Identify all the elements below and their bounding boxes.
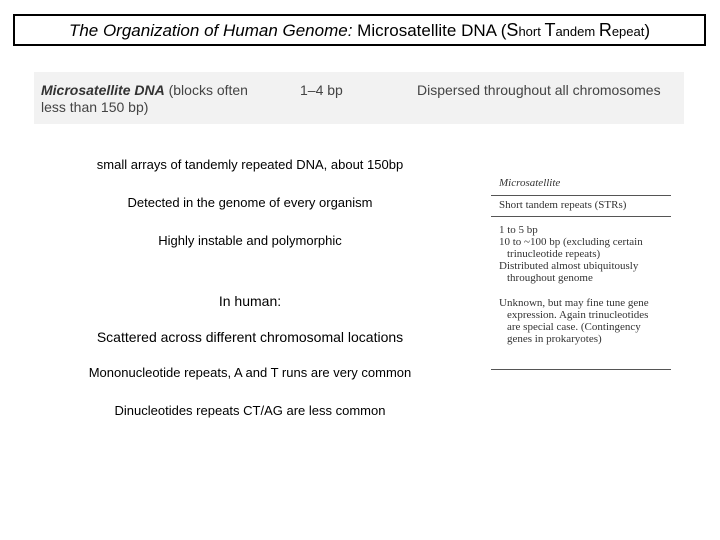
bullet-2: Detected in the genome of every organism: [127, 195, 373, 210]
microsatellite-info-box: [488, 170, 673, 375]
title-r-rest: epeat: [611, 24, 645, 39]
box-line-9: are special case. (Contingency: [507, 321, 641, 333]
box-divider-mid: [491, 216, 671, 217]
title-t-rest: andem: [555, 24, 599, 39]
box-line-7: Unknown, but may fine tune gene: [499, 297, 649, 309]
box-line-5: Distributed almost ubiquitously: [499, 260, 639, 272]
box-line-3: 10 to ~100 bp (excluding certain: [499, 236, 643, 248]
table-name-rest: (blocks often: [164, 82, 248, 98]
title-t-cap: T: [544, 20, 556, 40]
box-line-2: 1 to 5 bp: [499, 224, 538, 236]
box-line-4: trinucleotide repeats): [507, 248, 601, 260]
box-line-6: throughout genome: [507, 272, 593, 284]
title-r-cap: R: [598, 20, 612, 40]
box-line-8: expression. Again trinucleotides: [507, 309, 649, 321]
box-heading: Microsatellite: [499, 177, 561, 189]
box-divider-top: [491, 195, 671, 196]
bullet-7: Dinucleotides repeats CT/AG are less common: [114, 403, 386, 418]
table-cell-unit-size: 1–4 bp: [300, 82, 343, 98]
table-cell-name: [41, 82, 271, 116]
title-italic: The Organization of Human Genome:: [68, 21, 353, 40]
title-bold: Microsatellite DNA (: [357, 21, 507, 40]
slide-title: [13, 14, 706, 46]
bullet-5: Scattered across different chromosomal locations: [96, 329, 404, 345]
title-s-cap: S: [506, 20, 519, 40]
box-divider-bottom: [491, 369, 671, 370]
bullet-6: Mononucleotide repeats, A and T runs are very common: [88, 365, 412, 380]
table-name-bold: Microsatellite DNA: [41, 82, 165, 98]
bullet-1: small arrays of tandemly repeated DNA, about 150bp: [96, 157, 404, 172]
title-close: ): [644, 21, 651, 40]
table-name-line2: less than 150 bp): [41, 99, 149, 115]
table-row-image: [34, 72, 684, 124]
box-line-10: genes in prokaryotes): [507, 333, 602, 345]
table-cell-location: Dispersed throughout all chromosomes: [417, 82, 661, 98]
title-s-rest: hort: [518, 24, 545, 39]
box-line-1: Short tandem repeats (STRs): [499, 199, 627, 211]
bullet-3: Highly instable and polymorphic: [158, 233, 342, 248]
bullet-4: In human:: [218, 293, 282, 309]
